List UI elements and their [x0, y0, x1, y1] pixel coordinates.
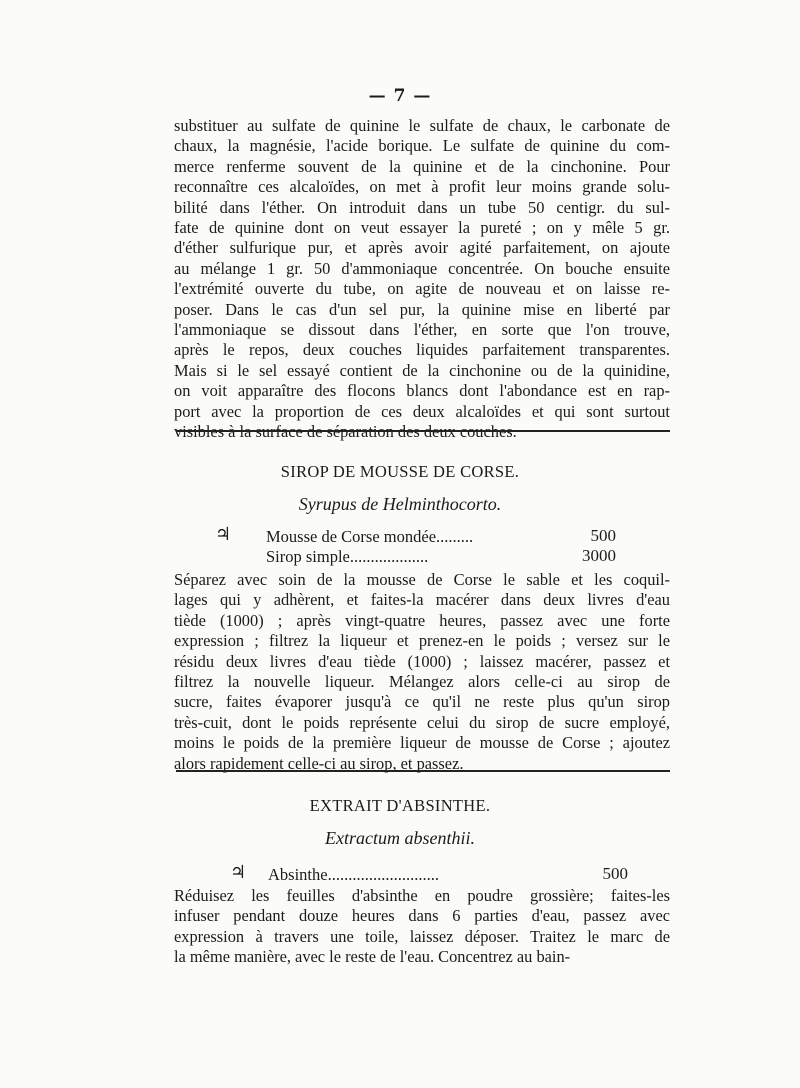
intro-text [174, 116, 670, 443]
text-line: tiède (1000) ; après vingt-quatre heures, passez avec une forte [174, 610, 670, 630]
section1-text [174, 570, 670, 774]
page-number: — 7 — [368, 86, 432, 106]
text-line: on voit apparaître des flocons blancs dont l'abondance est en rap- [174, 381, 670, 401]
text-line: expression ; filtrez la liqueur et prenez-en le poids ; versez sur le [174, 631, 670, 651]
text-line: infuser pendant douze heures dans 6 parties d'eau, passez avec [174, 906, 670, 926]
intro-paragraph [174, 116, 670, 443]
recipe-symbol: ♃ [215, 524, 232, 545]
ingredient-name: Absinthe........................... [268, 865, 439, 884]
text-line: poser. Dans le cas d'un sel pur, la quinine mise en liberté par [174, 299, 670, 319]
text-line: moins le poids de la première liqueur de mousse de Corse ; ajoutez [174, 733, 670, 753]
section-latin-extrait: Extractum absenthii. [325, 828, 475, 848]
text-line: lages qui y adhèrent, et faites-la macérer dans deux livres d'eau [174, 590, 670, 610]
text-line: d'éther sulfurique pur, et après avoir agité parfaitement, on ajoute [174, 238, 670, 258]
text-line: fate de quinine dont on veut essayer la pureté ; on y mêle 5 gr. [174, 218, 670, 238]
section2-text [174, 886, 670, 968]
section1-paragraph [174, 570, 670, 774]
text-line: bilité dans l'éther. On introduit dans un tube 50 centigr. du sul- [174, 197, 670, 217]
text-line: Mais si le sel essayé contient de la cinchonine ou de la quinidine, [174, 360, 670, 380]
text-line: merce renferme souvent de la quinine et de la cinchonine. Pour [174, 156, 670, 176]
ingredient-qty: 3000 [582, 546, 616, 565]
ingredient-qty: 500 [602, 864, 628, 883]
text-line: résidu deux livres d'eau tiède (1000) ; laissez macérer, passez et [174, 651, 670, 671]
recipe-symbol: ♃ [230, 862, 247, 883]
ingredient-qty: 500 [590, 526, 616, 545]
text-line: Réduisez les feuilles d'absinthe en poudre grossière; faites-les [174, 886, 670, 905]
text-line: au mélange 1 gr. 50 d'ammoniaque concentrée. On bouche ensuite [174, 258, 670, 278]
text-line: sucre, faites évaporer jusqu'à ce qu'il ne reste plus qu'un sirop [174, 692, 670, 712]
ingredient-name: Sirop simple................... [266, 547, 429, 566]
text-line: l'ammoniaque se dissout dans l'éther, en sorte que l'on trouve, [174, 320, 670, 340]
text-line: alors rapidement celle-ci au sirop, et passez. [174, 753, 464, 773]
text-line: filtrez la nouvelle liqueur. Mélangez alors celle-ci au sirop de [174, 672, 670, 692]
text-line: port avec la proportion de ces deux alcaloïdes et qui sont surtout [174, 401, 670, 421]
text-line: très-cuit, dont le poids représente celui du sirop de sucre employé, [174, 712, 670, 732]
section-divider [176, 430, 670, 432]
text-line: visibles à la surface de séparation des deux couches. [174, 422, 517, 442]
section-divider [176, 770, 670, 772]
section-title-extrait: EXTRAIT D'ABSINTHE. [309, 796, 491, 815]
ingredient-name: Mousse de Corse mondée......... [266, 527, 474, 546]
text-line: substituer au sulfate de quinine le sulfate de chaux, le carbonate de [174, 116, 670, 135]
text-line: après le repos, deux couches liquides parfaitement transparentes. [174, 340, 670, 360]
section-latin-sirop: Syrupus de Helminthocorto. [298, 494, 502, 514]
text-line: chaux, la magnésie, l'acide borique. Le sulfate de quinine du com- [174, 136, 670, 156]
section2-paragraph [174, 886, 670, 968]
text-line: l'extrémité ouverte du tube, on agite de nouveau et on laisse re- [174, 279, 670, 299]
text-line: Séparez avec soin de la mousse de Corse le sable et les coquil- [174, 570, 670, 589]
text-line: expression à travers une toile, laissez déposer. Traitez le marc de [174, 926, 670, 946]
section-title-sirop: SIROP DE MOUSSE DE CORSE. [280, 462, 520, 481]
text-line: la même manière, avec le reste de l'eau. Concentrez au bain- [174, 947, 571, 967]
text-line: reconnaître ces alcaloïdes, on met à profit leur moins grande solu- [174, 177, 670, 197]
